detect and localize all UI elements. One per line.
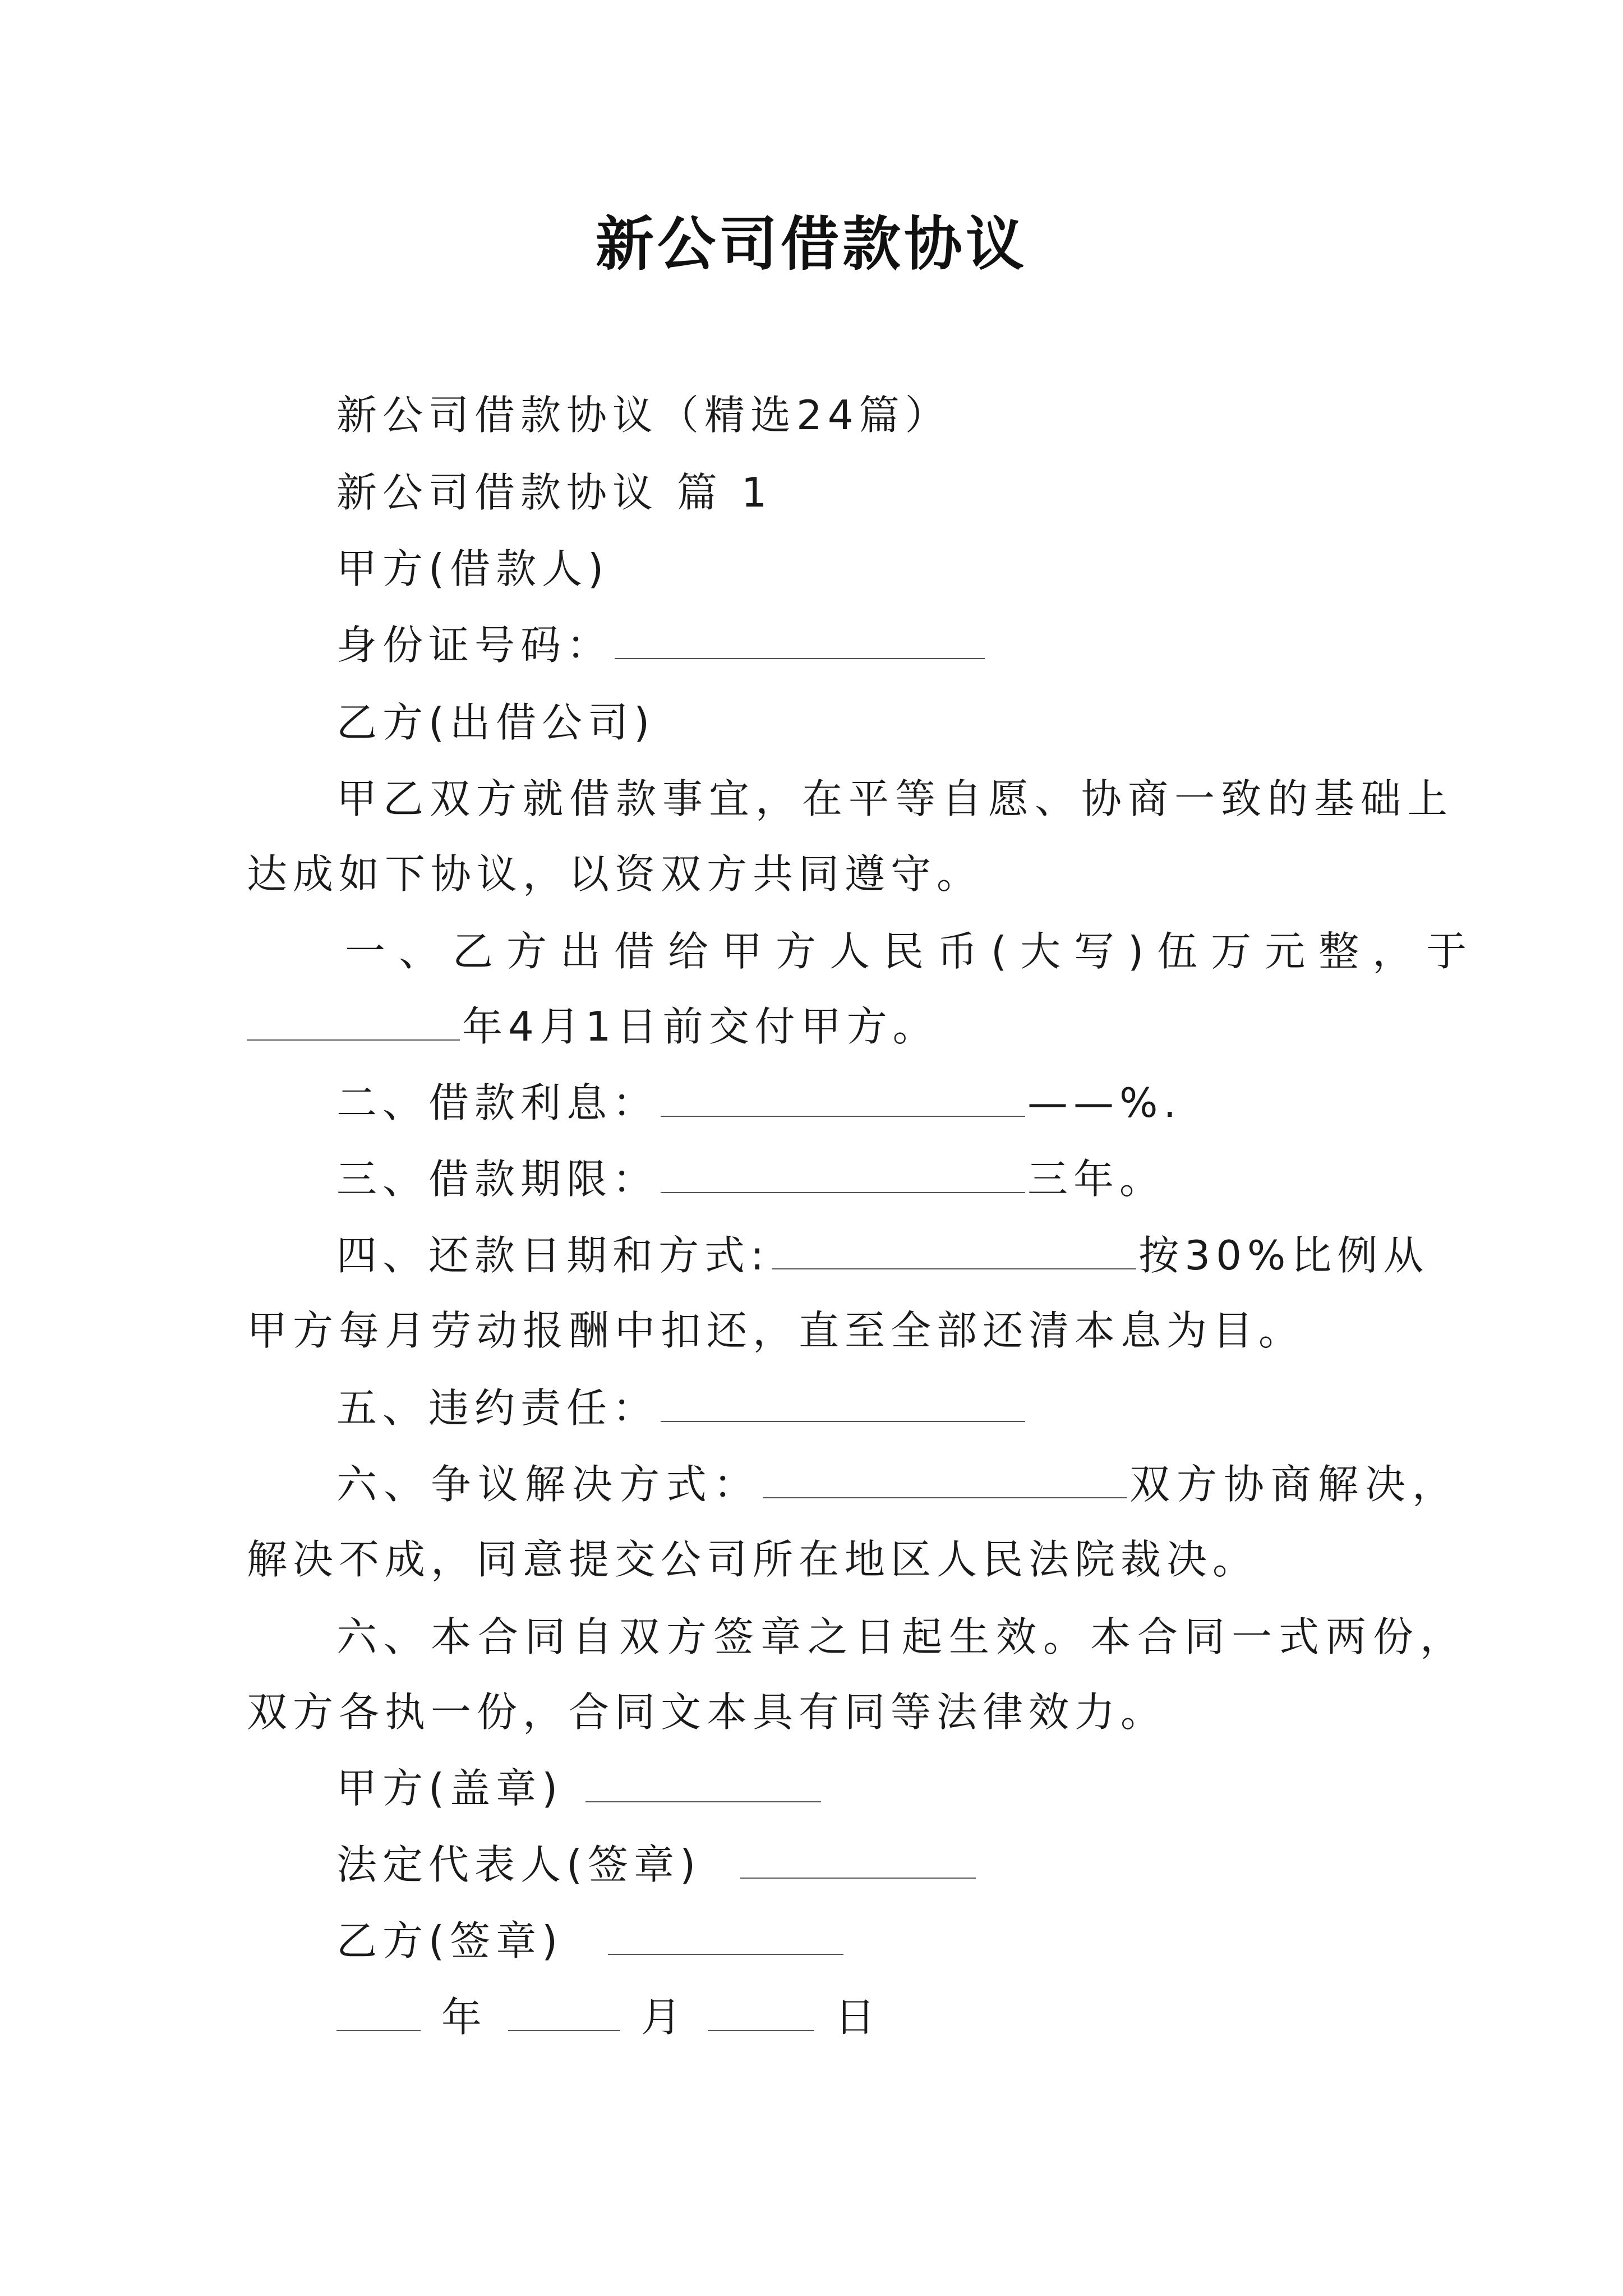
party-a-label: 甲方(借款人) — [336, 545, 610, 592]
signature-party-a-row — [336, 1760, 823, 1816]
clause-6-suffix: 双方协商解决， — [1129, 1461, 1460, 1508]
clause-6-label: 六、争议解决方式： — [336, 1461, 761, 1508]
clause-6-row — [336, 1456, 1459, 1512]
clause-7-line-1: 六、本合同自双方签章之日起生效。本合同一式两份， — [336, 1613, 1468, 1660]
signature-legal-rep-label: 法定代表人(签章) — [336, 1841, 702, 1888]
date-month-label: 月 — [640, 1994, 687, 2041]
clause-4-label: 四、还款日期和方式: — [336, 1232, 770, 1279]
signature-party-b-row — [336, 1913, 846, 1969]
intro-line-1: 甲乙双方就借款事宜，在平等自愿、协商一致的基础上 — [336, 775, 1454, 822]
signature-party-a-blank — [585, 1764, 821, 1802]
subtitle: 新公司借款协议（精选24篇） — [336, 392, 951, 439]
clause-3-row — [336, 1151, 1165, 1207]
clause-4-suffix: 按30%比例从 — [1138, 1232, 1430, 1279]
id-number-blank — [615, 621, 985, 659]
clause-1-year-blank — [247, 1002, 460, 1041]
section-heading: 新公司借款协议 篇 1 — [336, 469, 773, 516]
clause-4-line-2: 甲方每月劳动报酬中扣还，直至全部还清本息为目。 — [247, 1307, 1305, 1354]
signature-legal-rep-blank — [740, 1841, 976, 1879]
id-number-label: 身份证号码： — [336, 622, 613, 669]
party-b-label: 乙方(出借公司) — [336, 699, 656, 746]
date-day-blank — [708, 1993, 814, 2031]
date-day-label: 日 — [834, 1994, 881, 2041]
clause-1-suffix: 年4月1日前交付甲方。 — [462, 1003, 939, 1050]
date-row — [336, 1989, 881, 2045]
clause-5-blank — [661, 1384, 1025, 1422]
document-title: 新公司借款协议 — [595, 209, 1027, 278]
clause-7-line-2: 双方各执一份，合同文本具有同等法律效力。 — [247, 1688, 1167, 1736]
clause-2-suffix: ——%. — [1027, 1079, 1182, 1126]
signature-legal-rep-row — [336, 1837, 978, 1893]
clause-6-line-2: 解决不成，同意提交公司所在地区人民法院裁决。 — [247, 1536, 1259, 1583]
clause-1-line-2 — [247, 999, 939, 1055]
date-year-blank — [336, 1993, 421, 2031]
date-month-blank — [508, 1993, 620, 2031]
date-year-label: 年 — [441, 1994, 487, 2041]
clause-2-row — [336, 1075, 1182, 1131]
clause-3-suffix: 三年。 — [1027, 1156, 1166, 1203]
clause-2-label: 二、借款利息： — [336, 1079, 659, 1126]
signature-party-b-blank — [608, 1917, 843, 1955]
signature-party-a-label: 甲方(盖章) — [336, 1765, 564, 1812]
clause-1-line-1: 一、乙方出借给甲方人民币(大写)伍万元整，于 — [345, 928, 1481, 975]
clause-3-blank — [661, 1155, 1025, 1193]
clause-5-row — [336, 1380, 1027, 1436]
clause-4-blank — [772, 1231, 1136, 1269]
clause-4-row — [336, 1227, 1429, 1283]
clause-2-blank — [661, 1079, 1025, 1117]
clause-6-blank — [763, 1460, 1127, 1498]
clause-3-label: 三、借款期限： — [336, 1156, 659, 1203]
intro-line-2: 达成如下协议，以资双方共同遵守。 — [247, 850, 983, 898]
signature-party-b-label: 乙方(签章) — [336, 1917, 564, 1964]
id-number-row — [336, 617, 987, 673]
clause-5-label: 五、违约责任： — [336, 1384, 659, 1432]
